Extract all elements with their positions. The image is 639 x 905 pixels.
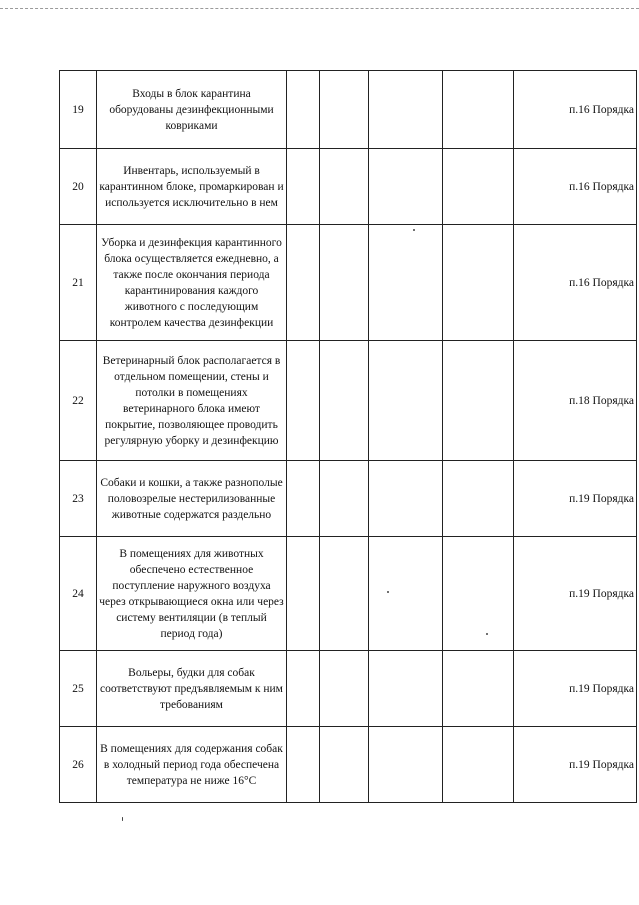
- empty-cell: [369, 727, 443, 803]
- empty-cell: [287, 71, 320, 149]
- empty-cell: [443, 225, 514, 341]
- table-row: [60, 71, 637, 149]
- requirement-text: Инвентарь, используемый в карантинном блоке, промаркирован и используется исключительно в нем: [97, 149, 287, 225]
- empty-cell: [320, 651, 369, 727]
- requirement-text: Входы в блок карантина оборудованы дезинфекционными ковриками: [97, 71, 287, 149]
- empty-cell: [443, 149, 514, 225]
- scan-speck: [387, 591, 389, 593]
- requirement-text: Уборка и дезинфекция карантинного блока осуществляется ежедневно, а также после окончания периода карантинирования каждого животного с последующим контролем качества дезинфекции: [97, 225, 287, 341]
- scan-edge-line: [0, 8, 639, 9]
- empty-cell: [320, 461, 369, 537]
- empty-cell: [287, 727, 320, 803]
- empty-cell: [287, 651, 320, 727]
- reference-cell: п.19 Порядка: [514, 537, 637, 651]
- empty-cell: [287, 341, 320, 461]
- table-row: [60, 727, 637, 803]
- scan-speck: [122, 817, 123, 821]
- empty-cell: [320, 727, 369, 803]
- empty-cell: [443, 341, 514, 461]
- empty-cell: [320, 225, 369, 341]
- empty-cell: [287, 537, 320, 651]
- empty-cell: [287, 225, 320, 341]
- row-number: 26: [60, 727, 97, 803]
- reference-cell: п.16 Порядка: [514, 149, 637, 225]
- row-number: 20: [60, 149, 97, 225]
- table-row: [60, 149, 637, 225]
- empty-cell: [369, 537, 443, 651]
- empty-cell: [369, 461, 443, 537]
- table-row: [60, 537, 637, 651]
- empty-cell: [287, 149, 320, 225]
- empty-cell: [369, 651, 443, 727]
- checklist-table: [59, 70, 637, 803]
- empty-cell: [443, 727, 514, 803]
- table-row: [60, 651, 637, 727]
- row-number: 22: [60, 341, 97, 461]
- empty-cell: [369, 71, 443, 149]
- empty-cell: [369, 225, 443, 341]
- scan-speck: [413, 229, 415, 231]
- requirement-text: В помещениях для содержания собак в холодный период года обеспечена температура не ниже 16°С: [97, 727, 287, 803]
- empty-cell: [320, 71, 369, 149]
- row-number: 23: [60, 461, 97, 537]
- empty-cell: [443, 71, 514, 149]
- requirement-text: В помещениях для животных обеспечено естественное поступление наружного воздуха через открывающиеся окна или через систему вентиляции (в теплый период года): [97, 537, 287, 651]
- row-number: 25: [60, 651, 97, 727]
- reference-cell: п.16 Порядка: [514, 71, 637, 149]
- reference-cell: п.19 Порядка: [514, 727, 637, 803]
- row-number: 21: [60, 225, 97, 341]
- row-number: 24: [60, 537, 97, 651]
- empty-cell: [320, 537, 369, 651]
- row-number: 19: [60, 71, 97, 149]
- empty-cell: [443, 537, 514, 651]
- reference-cell: п.19 Порядка: [514, 651, 637, 727]
- requirement-text: Вольеры, будки для собак соответствуют предъявляемым к ним требованиям: [97, 651, 287, 727]
- table-row: [60, 461, 637, 537]
- empty-cell: [369, 341, 443, 461]
- table-row: [60, 225, 637, 341]
- empty-cell: [287, 461, 320, 537]
- empty-cell: [443, 461, 514, 537]
- reference-cell: п.16 Порядка: [514, 225, 637, 341]
- empty-cell: [320, 149, 369, 225]
- scan-speck: [486, 633, 488, 635]
- empty-cell: [320, 341, 369, 461]
- requirement-text: Ветеринарный блок располагается в отдельном помещении, стены и потолки в помещениях ветеринарного блока имеют покрытие, позволяющее проводить регулярную уборку и дезинфекцию: [97, 341, 287, 461]
- empty-cell: [443, 651, 514, 727]
- reference-cell: п.18 Порядка: [514, 341, 637, 461]
- requirement-text: Собаки и кошки, а также разнополые половозрелые нестерилизованные животные содержатся раздельно: [97, 461, 287, 537]
- reference-cell: п.19 Порядка: [514, 461, 637, 537]
- empty-cell: [369, 149, 443, 225]
- table-row: [60, 341, 637, 461]
